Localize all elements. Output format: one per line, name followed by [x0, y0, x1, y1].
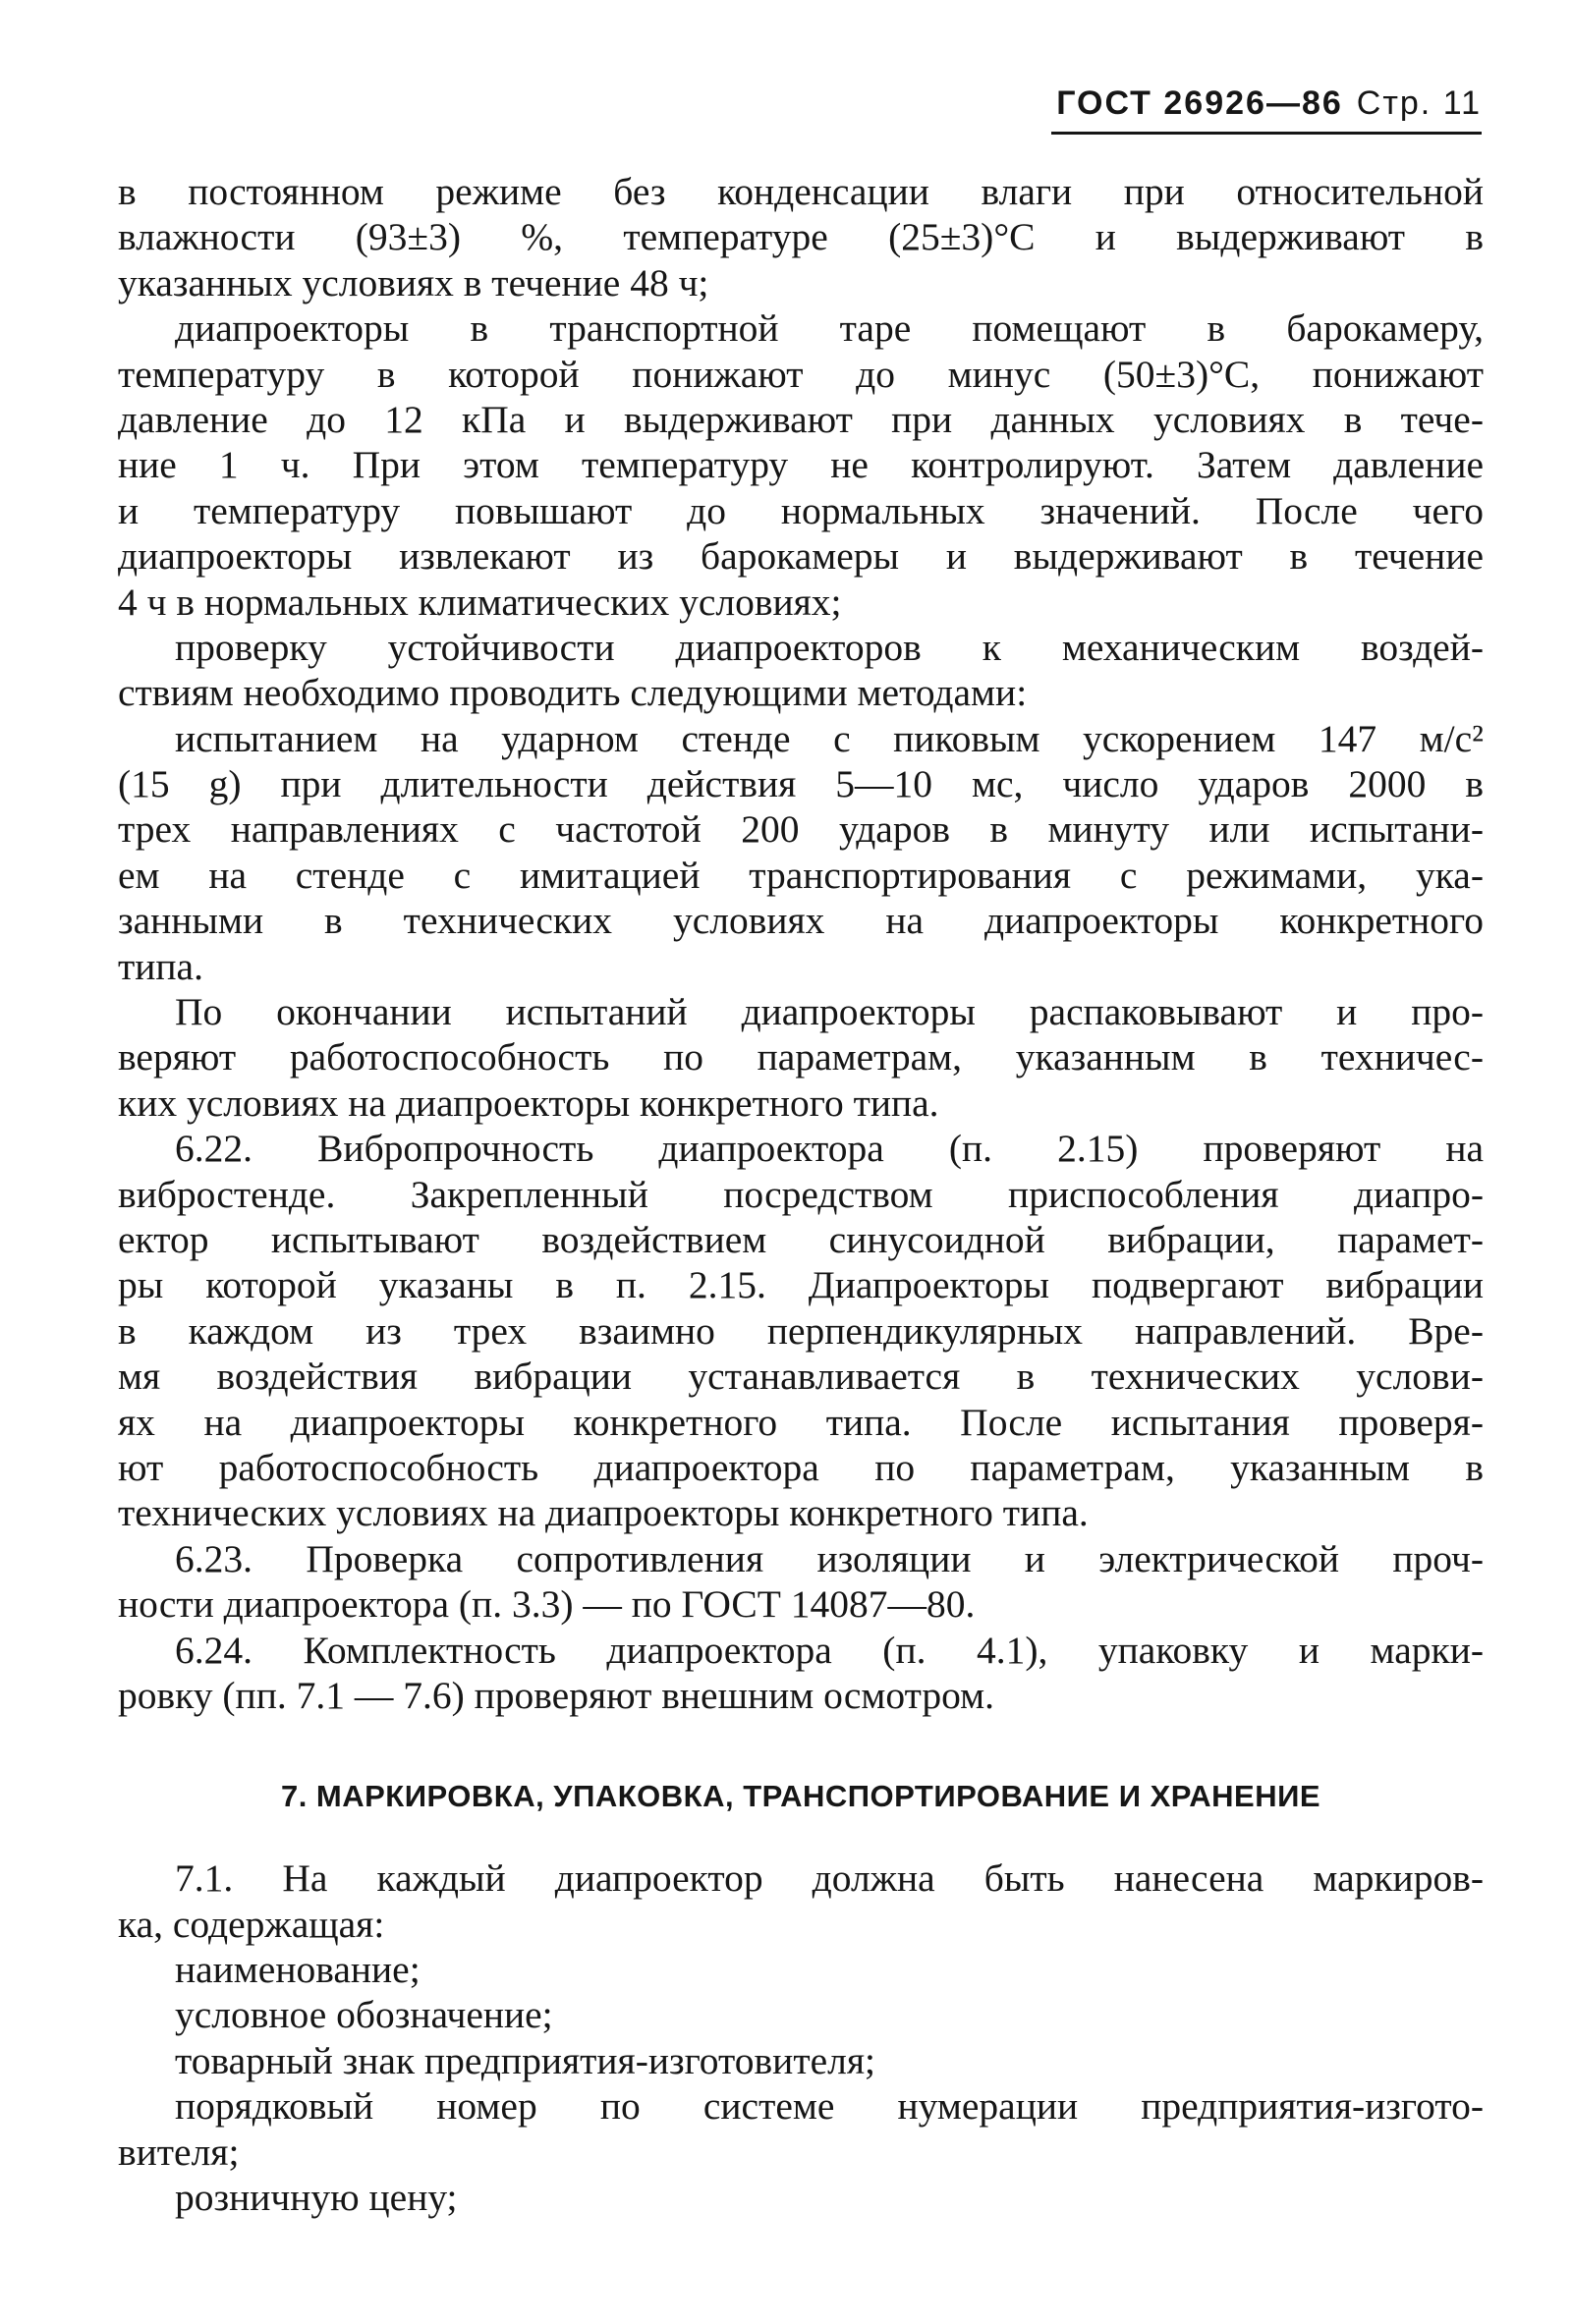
section-6-text	[118, 169, 1484, 1718]
text-line: вибростенде. Закрепленный посредством приспособления диапро-	[118, 1172, 1484, 1216]
text-line: ях на диапроекторы конкретного типа. После испытания проверя-	[118, 1400, 1484, 1444]
text-line: ких условиях на диапроекторы конкретного типа.	[118, 1080, 939, 1125]
text-line: указанных условиях в течение 48 ч;	[118, 260, 709, 304]
text-line: диапроекторы в транспортной таре помещают в барокамеру,	[175, 306, 1484, 351]
text-line: наименование;	[175, 1948, 421, 1992]
text-line: (15 g) при длительности действия 5—10 мс, число ударов 2000 в	[118, 762, 1484, 806]
text-line: проверку устойчивости диапроекторов к механическим воздей-	[175, 625, 1484, 669]
text-line: веряют работоспособность по параметрам, указанным в техничес-	[118, 1035, 1484, 1079]
text-line: товарный знак предприятия-изготовителя;	[175, 2038, 875, 2082]
text-line: ры которой указаны в п. 2.15. Диапроекторы подвергают вибрации	[118, 1263, 1484, 1307]
text-line: занными в технических условиях на диапроекторы конкретного	[118, 899, 1484, 943]
section-7-heading: 7. МАРКИРОВКА, УПАКОВКА, ТРАНСПОРТИРОВАНИЕ И ХРАНЕНИЕ	[280, 1779, 1321, 1814]
text-line: 6.24. Комплектность диапроектора (п. 4.1), упаковку и марки-	[175, 1628, 1484, 1672]
page-header	[1051, 83, 1482, 135]
text-line: ка, содержащая:	[118, 1902, 385, 1946]
text-line: и температуру повышают до нормальных значений. После чего	[118, 488, 1484, 532]
page-number: Стр. 11	[1356, 84, 1482, 122]
text-line: ствиям необходимо проводить следующими методами:	[118, 671, 1028, 715]
text-line: давление до 12 кПа и выдерживают при данных условиях в тече-	[118, 397, 1484, 441]
text-line: 6.23. Проверка сопротивления изоляции и электрической проч-	[175, 1536, 1484, 1580]
text-line: ние 1 ч. При этом температуру не контролируют. Затем давление	[118, 443, 1484, 487]
text-line: технических условиях на диапроекторы конкретного типа.	[118, 1491, 1089, 1535]
text-line: в постоянном режиме без конденсации влаги при относительной	[118, 170, 1484, 213]
text-line: ности диапроектора (п. 3.3) — по ГОСТ 14087—80.	[118, 1582, 976, 1627]
text-line: порядковый номер по системе нумерации предприятия-изгото-	[175, 2084, 1484, 2129]
text-line: вителя;	[118, 2130, 240, 2174]
text-line: температуру в которой понижают до минус (50±3)°С, понижают	[118, 352, 1484, 396]
text-line: 7.1. На каждый диапроектор должна быть нанесена маркиров-	[175, 1856, 1484, 1901]
text-line: диапроекторы извлекают из барокамеры и выдерживают в течение	[118, 534, 1484, 579]
text-line: трех направлениях с частотой 200 ударов в минуту или испытани-	[118, 807, 1484, 852]
text-line: 4 ч в нормальных климатических условиях;	[118, 580, 842, 624]
text-line: ем на стенде с имитацией транспортирования с режимами, ука-	[118, 853, 1484, 897]
text-line: розничную цену;	[175, 2176, 458, 2220]
standard-number: ГОСТ 26926—86	[1056, 84, 1343, 122]
section-7-text	[118, 1855, 1484, 2220]
text-line: испытанием на ударном стенде с пиковым ускорением 147 м/с²	[175, 716, 1484, 760]
text-line: влажности (93±3) %, температуре (25±3)°С и выдерживают в	[118, 215, 1484, 259]
text-line: типа.	[118, 944, 203, 988]
text-line: ектор испытывают воздействием синусоидной вибрации, парамет-	[118, 1217, 1484, 1261]
document-body	[118, 169, 1484, 2220]
text-line: ровку (пп. 7.1 — 7.6) проверяют внешним осмотром.	[118, 1673, 994, 1717]
text-line: По окончании испытаний диапроекторы распаковывают и про-	[175, 990, 1484, 1034]
text-line: условное обозначение;	[175, 1993, 553, 2037]
text-line: 6.22. Вибропрочность диапроектора (п. 2.15) проверяют на	[175, 1127, 1484, 1171]
text-line: ют работоспособность диапроектора по параметрам, указанным в	[118, 1445, 1484, 1489]
text-line: мя воздействия вибрации устанавливается в технических услови-	[118, 1355, 1484, 1399]
text-line: в каждом из трех взаимно перпендикулярных направлений. Вре-	[118, 1308, 1484, 1353]
